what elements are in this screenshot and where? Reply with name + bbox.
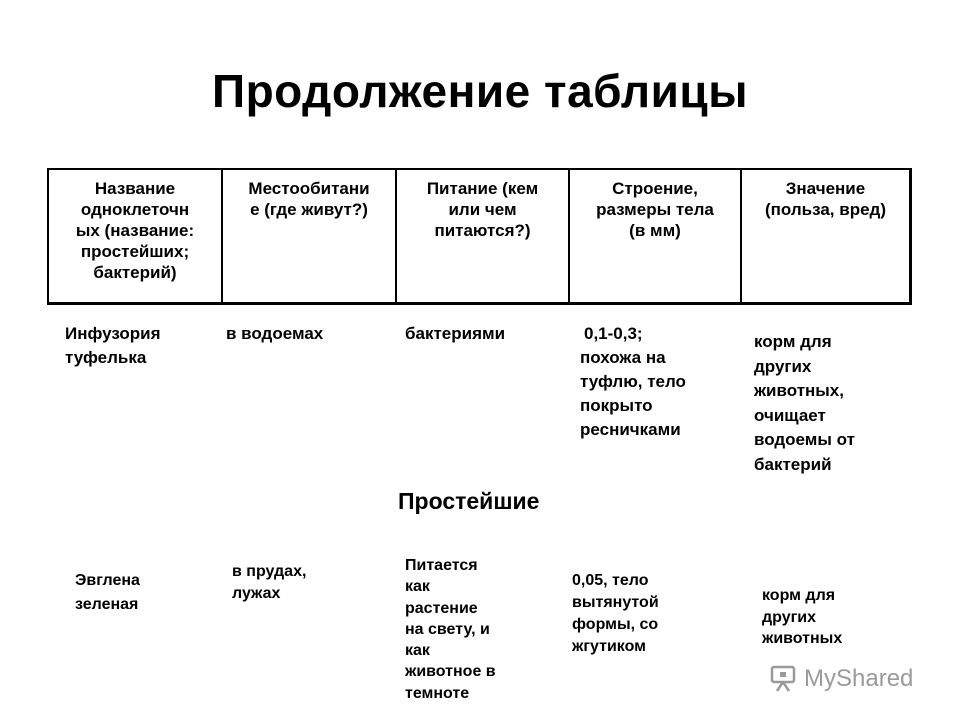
row1-food: бактериями bbox=[405, 324, 506, 343]
watermark-text: MyShared bbox=[804, 665, 914, 692]
row1-value: корм для других животных, очищает водоемы от бактерий bbox=[754, 332, 855, 474]
row2-name: Эвглена зеленая bbox=[75, 572, 140, 613]
header-cell-structure: Строение, размеры тела (в мм) bbox=[570, 170, 742, 302]
header-cell-habitat: Местообитани е (где живут?) bbox=[223, 170, 397, 302]
row1-structure: 0,1-0,3; похожа на туфлю, тело покрыто ресничками bbox=[580, 324, 686, 439]
slide-presenter-icon bbox=[768, 664, 798, 694]
row2-structure: 0,05, тело вытянутой формы, со жгутиком bbox=[572, 572, 659, 655]
row1-habitat: в водоемах bbox=[226, 324, 324, 343]
header-cell-food: Питание (кем или чем питаются?) bbox=[397, 170, 570, 302]
page-title: Продолжение таблицы bbox=[212, 65, 748, 117]
table-header bbox=[47, 168, 912, 305]
header-cell-value: Значение (польза, вред) bbox=[764, 179, 886, 219]
row2-value: корм для других животных bbox=[762, 587, 843, 647]
row1-name: Инфузория туфелька bbox=[65, 324, 161, 367]
header-cell-name: Название одноклеточн ых (название: простейших; бактерий) bbox=[49, 170, 223, 302]
watermark bbox=[768, 664, 913, 694]
row2-habitat: в прудах, лужах bbox=[232, 563, 307, 602]
row2-food: Питается как растение на свету, и как животное в темноте bbox=[405, 557, 496, 702]
section-subtitle: Простейшие bbox=[398, 488, 540, 514]
